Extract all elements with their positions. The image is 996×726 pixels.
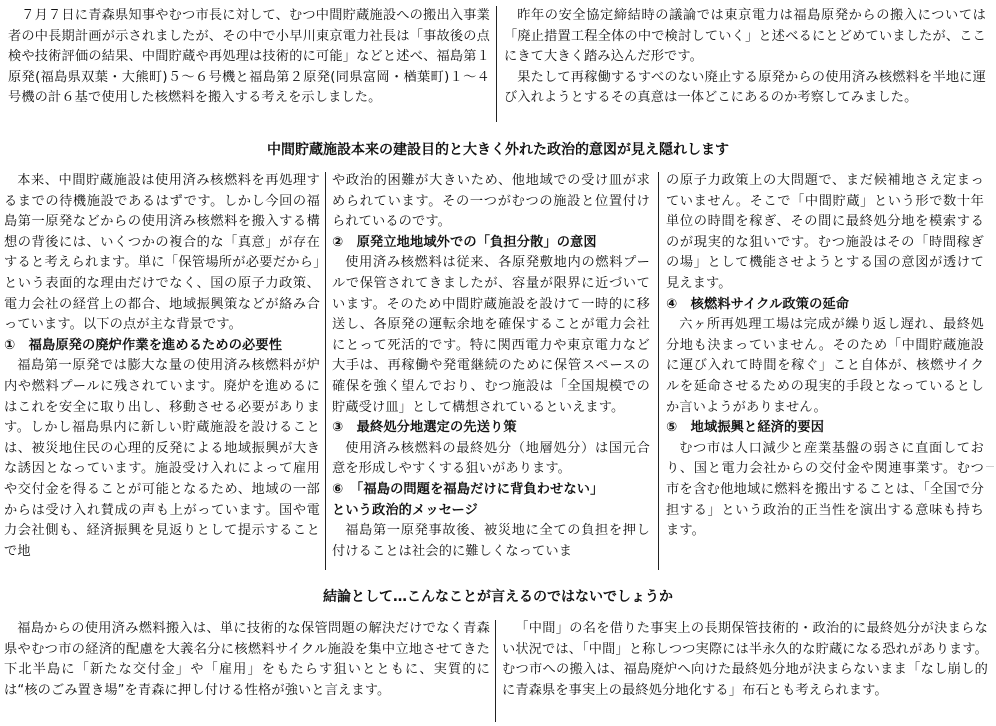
column-3-continuation: の原子力政策上の大問題で、まだ候補地さえ定まっていません。そこで「中間貯蔵」という形で数十年単位の時間を稼ぎ、その間に最終処分地を模索するのが現実的な狙いです。むつ施設はその「時間稼ぎの場」として機能させようとする国の意図が透けて見えます。 (666, 173, 984, 291)
section-1-divider-2 (658, 172, 659, 570)
conclusion-right-column (502, 619, 988, 701)
point-3-heading: ③ 最終処分地選定の先送り策 (332, 420, 517, 436)
section-1-divider-1 (325, 172, 326, 570)
column-2-continuation: や政治的困難が大きいため、他地域での受け皿が求められています。その一つがむつの施設と位置付けられているのです。 (332, 173, 650, 230)
intro-left-column (8, 6, 490, 109)
section-1-column-3 (666, 171, 984, 542)
conclusion-column-divider (495, 620, 496, 722)
point-2-paragraph: 使用済み核燃料は従来、各原発敷地内の燃料プールで保管されてきましたが、容量が限界に近づいています。そのため中間貯蔵施設を設けて一時的に移送し、各原発の運転余地を確保することが電力会社にとって死活的です。特に関西電力や東京電力など大手は、再稼働や発電継続のために保管スペースの確保を強く望んでおり、むつ施設は「全国規模での貯蔵受け皿」として構想されているといえます。 (332, 255, 650, 415)
point-5-paragraph: むつ市は人口減少と産業基盤の弱さに直面しており、国と電力会社からの交付金や関連事業す。むつ市を含む他地域に燃料を搬出することは、「全国で分担する」という政治的正当性を演出する意味も持ちます。 (666, 440, 984, 539)
section-2-heading: 結論として…こんなことが言えるのではないでしょうか (323, 589, 673, 605)
conclusion-left-paragraph: 福島からの使用済み燃料搬入は、単に技術的な保管問題の解決だけでなく青森県やむつ市の経済的配慮を大義名分に核燃料サイクル施設を集中立地させてきた下北半島に「新たな交付金」や「雇用」をもたらす狙いとともに、実質的には“核のごみ置き場”を青森に押し付ける性格が強いと言えます。 (4, 621, 490, 698)
point-4-heading: ④ 核燃料サイクル政策の延命 (666, 296, 850, 312)
section-1-bottom-rule (986, 466, 994, 467)
section-1-column-2 (332, 171, 650, 562)
intro-right-paragraph-1: 昨年の安全協定締結時の議論では東京電力は福島原発からの搬入については「廃止措置工程全体の中で検討していく」と述べるにとどめていましたが、ここにきて大きく踏み込んだ形です。 (504, 8, 986, 65)
intro-left-paragraph: ７月７日に青森県知事やむつ市長に対して、むつ中間貯蔵施設への搬出入事業者の中長期計画が示されましたが、その中で小早川東京電力社長は「事故後の点検や技術評価の結果、中間貯蔵や再処理は技術的に可能」などと述べ、福島第１原発(福島県双葉・大熊町)５～６号機と福島第２原発(同県富岡・楢葉町)１～４号機の計６基で使用した核燃料を搬入する考えを示しました。 (8, 8, 490, 106)
point-5-heading: ⑤ 地域振興と経済的要因 (666, 420, 825, 436)
intro-right-column (504, 6, 986, 109)
section-1-heading: 中間貯蔵施設本来の建設目的と大きく外れた政治的意図が見え隠れします (267, 142, 729, 158)
section-1-column-1 (4, 171, 320, 562)
point-6-paragraph: 福島第一原発事故後、被災地に全ての負担を押し付けることは社会的に難しくなっていま (332, 523, 650, 559)
top-column-divider (496, 6, 497, 122)
point-6-heading-line-2: という政治的メッセージ (332, 502, 478, 518)
intro-right-paragraph-2: 果たして再稼働するすべのない廃止する原発からの使用済み核燃料を半地に運び入れようとするその真意は一体どこにあるのか考察してみました。 (504, 69, 986, 106)
point-6-heading-line-1: ⑥ 「福島の問題を福島だけに背負わせない」 (332, 481, 604, 497)
background-intro-paragraph: 本来、中間貯蔵施設は使用済み核燃料を再処理するまでの待機施設であるはずです。しかし今回の福島第一原発などからの使用済み核燃料を搬入する構想の背後には、いくつかの複合的な「真意」が存在すると考えられます。単に「保管場所が必要だから」という表面的な理由だけでなく、国の原子力政策、電力会社の経営上の都合、地域振興策などが絡み合っています。以下の点が主な背景です。 (4, 173, 320, 333)
point-1-heading: ① 福島原発の廃炉作業を進めるための必要性 (4, 337, 283, 353)
point-2-heading: ② 原発立地地域外での「負担分散」の意図 (332, 234, 597, 250)
conclusion-left-column (4, 619, 490, 701)
point-3-paragraph: 使用済み核燃料の最終処分（地層処分）は国元合意を形成しやすくする狙いがあります。 (332, 440, 650, 477)
point-4-paragraph: 六ヶ所再処理工場は完成が繰り返し遅れ、最終処分地も決まっていません。そのため「中間貯蔵施設に運び入れて時間を稼ぐ」こと自体が、核燃サイクルを延命させるための現実的手段となっているとしか言いようがありません。 (666, 317, 984, 415)
point-1-paragraph: 福島第一原発では膨大な量の使用済み核燃料が炉内や燃料プールに残されています。廃炉を進めるにはこれを安全に取り出し、移動させる必要があります。しかし福島県内に新しい貯蔵施設を設けることは、被災地住民の心理的反発による地域振興が大きな誘因となっています。施設受け入れによって雇用や交付金を得ることが可能となるため、地域の一部からは受け入れ賛成の声も上がっています。国や電力会社側も、経済振興を見返りとして提示することで地 (4, 358, 320, 559)
conclusion-right-paragraph: 「中間」の名を借りた事実上の長期保管技術的・政治的に最終処分が決まらない状況では、「中間」と称しつつ実際には半永久的な貯蔵になる恐れがあります。むつ市への搬入は、福島廃炉へ向けた最終処分地が決まらないまま「なし崩し的に青森県を事実上の最終処分地化する」布石とも考えられます。 (502, 621, 988, 698)
